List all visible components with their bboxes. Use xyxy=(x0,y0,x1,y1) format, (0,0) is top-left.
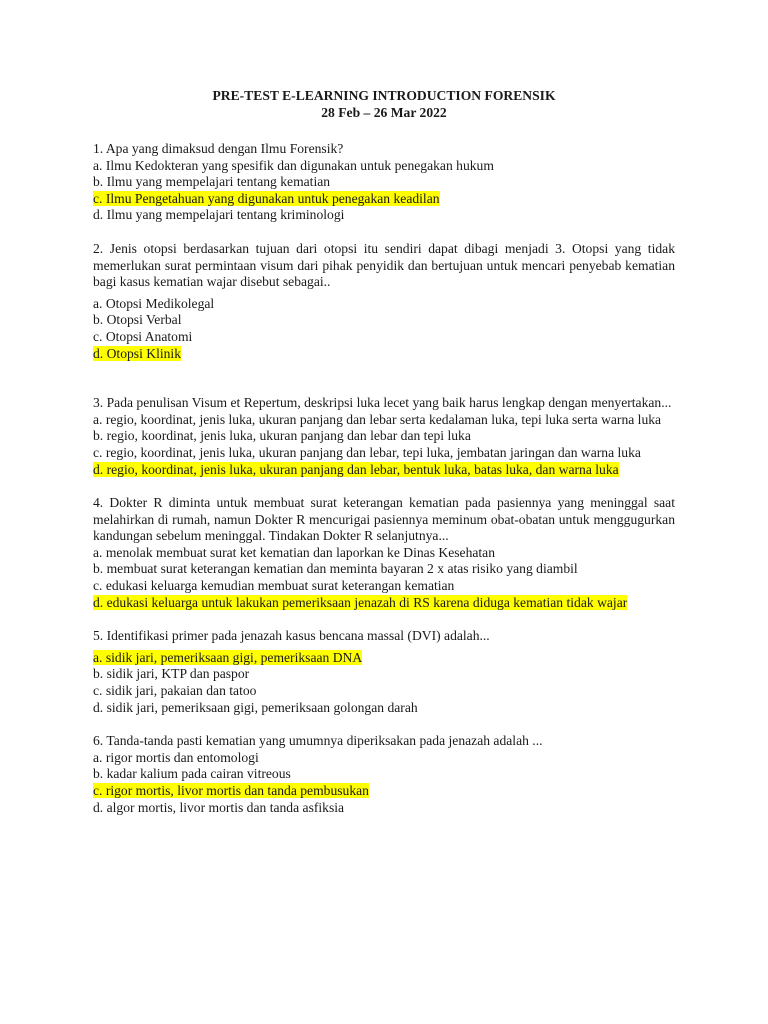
document-dates: 28 Feb – 26 Mar 2022 xyxy=(321,104,447,120)
option-b: b. sidik jari, KTP dan paspor xyxy=(93,666,250,682)
option-b: b. regio, koordinat, jenis luka, ukuran panjang dan lebar dan tepi luka xyxy=(93,428,471,444)
question-5 xyxy=(93,628,675,716)
document-title: PRE-TEST E-LEARNING INTRODUCTION FORENSIK xyxy=(212,88,556,103)
option-b: b. kadar kalium pada cairan vitreous xyxy=(93,766,291,782)
title-block xyxy=(93,88,675,121)
question-text: 6. Tanda-tanda pasti kematian yang umumnya diperiksakan pada jenazah adalah ... xyxy=(93,733,543,749)
option-a: a. regio, koordinat, jenis luka, ukuran panjang dan lebar serta kedalaman luka, tepi luka serta warna luka xyxy=(93,411,662,427)
option-d-correct: d. regio, koordinat, jenis luka, ukuran panjang dan lebar, bentuk luka, batas luka, dan warna luka xyxy=(93,461,619,477)
option-d: d. Ilmu yang mempelajari tentang kriminologi xyxy=(93,207,345,223)
option-d: d. algor mortis, livor mortis dan tanda asfiksia xyxy=(93,799,345,815)
option-d-correct: d. Otopsi Klinik xyxy=(93,345,181,361)
option-b: b. Otopsi Verbal xyxy=(93,312,182,328)
question-text: 3. Pada penulisan Visum et Repertum, deskripsi luka lecet yang baik harus lengkap dengan menyertakan... xyxy=(93,395,672,411)
question-text: 2. Jenis otopsi berdasarkan tujuan dari otopsi itu sendiri dapat dibagi menjadi 3. Otopsi yang tidak memerlukan surat permintaan visum dari pihak penyidik dan bertujuan untuk mencari penyebab kematian bagi kasus kematian wajar disebut sebagai.. xyxy=(93,240,675,290)
document-page xyxy=(93,88,675,833)
option-c: c. sidik jari, pakaian dan tatoo xyxy=(93,683,257,699)
option-a: a. rigor mortis dan entomologi xyxy=(93,749,259,765)
option-d-correct: d. edukasi keluarga untuk lakukan pemeriksaan jenazah di RS karena diduga kematian tidak wajar xyxy=(93,594,628,610)
option-c: c. Otopsi Anatomi xyxy=(93,328,193,344)
question-text: 1. Apa yang dimaksud dengan Ilmu Forensik? xyxy=(93,141,344,156)
question-6 xyxy=(93,733,675,816)
option-a: a. Otopsi Medikolegal xyxy=(93,295,215,311)
option-c-correct: c. rigor mortis, livor mortis dan tanda pembusukan xyxy=(93,783,369,798)
question-1 xyxy=(93,141,675,224)
option-d: d. sidik jari, pemeriksaan gigi, pemeriksaan golongan darah xyxy=(93,699,418,715)
question-2 xyxy=(93,241,675,362)
option-a: a. Ilmu Kedokteran yang spesifik dan digunakan untuk penegakan hukum xyxy=(93,157,494,173)
option-c: c. regio, koordinat, jenis luka, ukuran panjang dan lebar, tepi luka, jembatan jaringan dan warna luka xyxy=(93,444,641,460)
question-text: 4. Dokter R diminta untuk membuat surat keterangan kematian pada pasiennya yang meninggal saat melahirkan di rumah, namun Dokter R mencurigai pasiennya meminum obat-obatan untuk menggugurkan kandungan sebelum meninggal. Tindakan Dokter R selanjutnya... xyxy=(93,495,675,544)
option-c-correct: c. Ilmu Pengetahuan yang digunakan untuk penegakan keadilan xyxy=(93,190,440,206)
question-text: 5. Identifikasi primer pada jenazah kasus bencana massal (DVI) adalah... xyxy=(93,628,490,644)
option-c: c. edukasi keluarga kemudian membuat surat keterangan kematian xyxy=(93,578,455,594)
option-b: b. Ilmu yang mempelajari tentang kematian xyxy=(93,174,331,190)
option-a: a. menolak membuat surat ket kematian dan laporkan ke Dinas Kesehatan xyxy=(93,544,496,560)
question-4 xyxy=(93,495,675,611)
question-3 xyxy=(93,395,675,478)
option-b: b. membuat surat keterangan kematian dan meminta bayaran 2 x atas risiko yang diambil xyxy=(93,561,578,577)
option-a-correct: a. sidik jari, pemeriksaan gigi, pemeriksaan DNA xyxy=(93,649,363,665)
